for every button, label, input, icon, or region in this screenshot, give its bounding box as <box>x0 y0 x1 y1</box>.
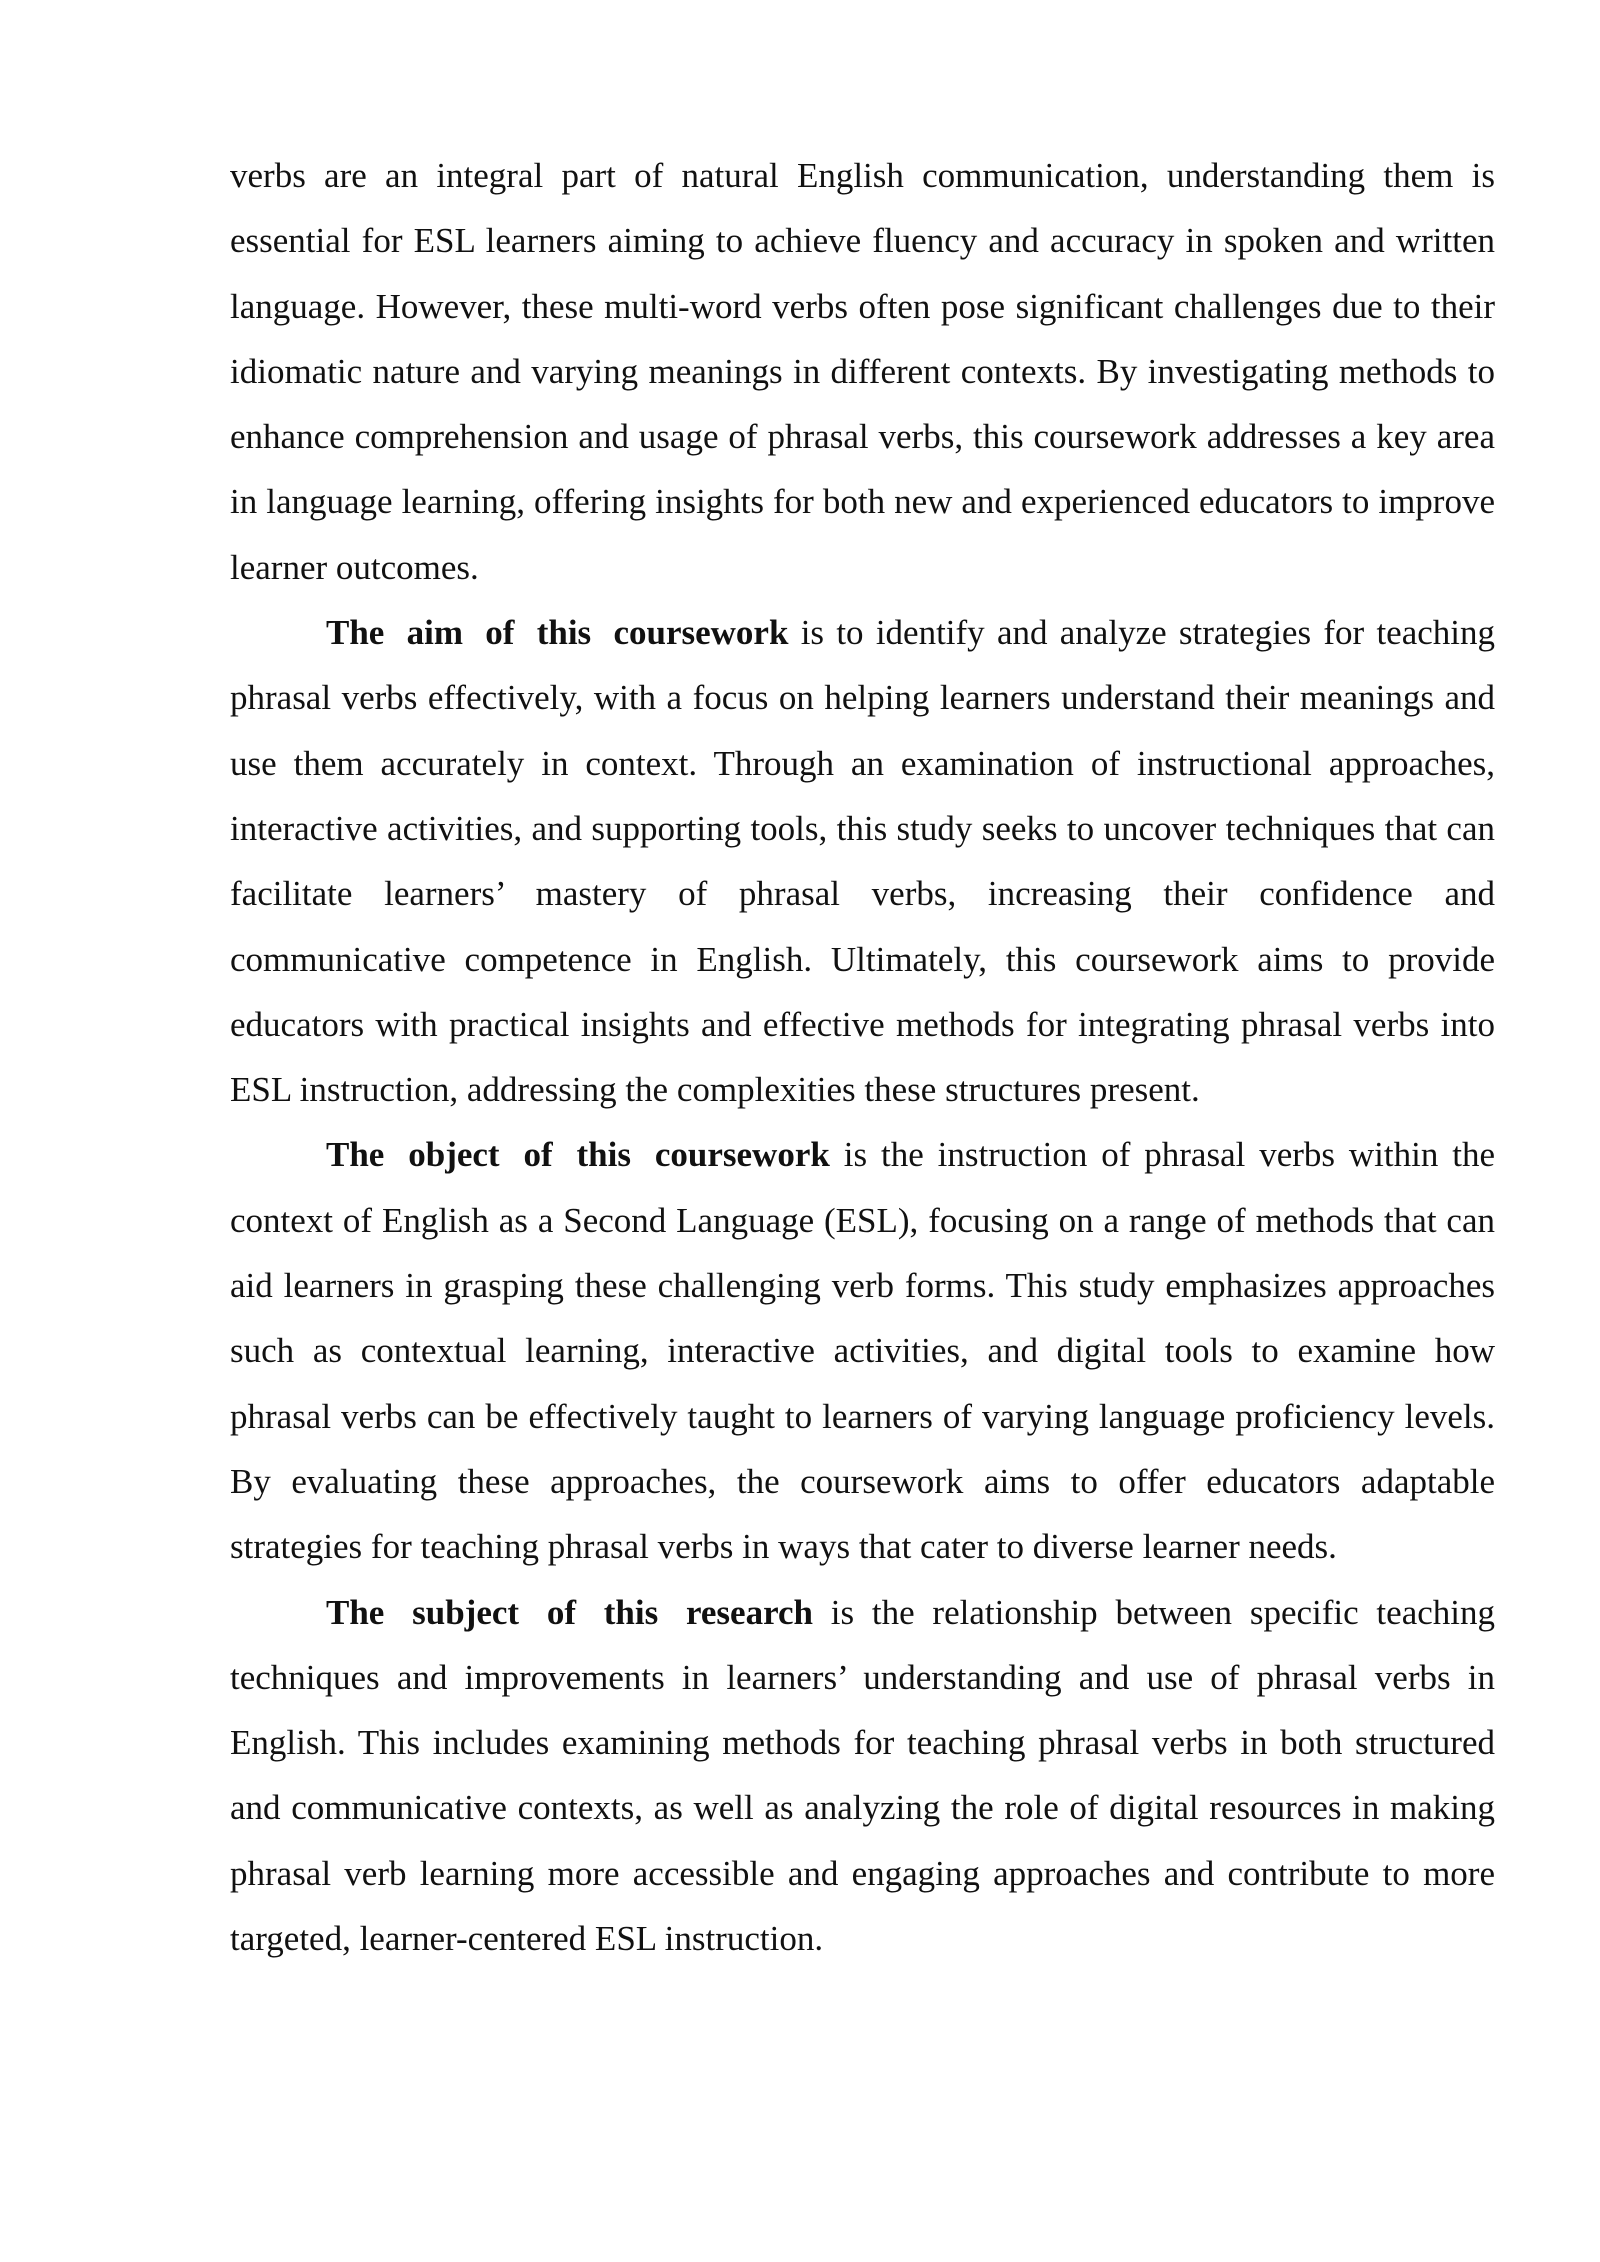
paragraph-text: is the relationship between specific teaching techniques and improvements in learners’ understanding and use of phrasal verbs in English. This includes examining methods for teaching phrasal verbs in both structured and communicative contexts, as well as analyzing the role of digital resources in making phrasal verb learning more accessible and engaging approaches and contribute to more targeted, learner-centered ESL instruction. <box>230 1592 1495 1959</box>
paragraph-aim <box>230 600 1495 1122</box>
paragraph-lead-subject: The subject of this research <box>326 1592 813 1632</box>
paragraph-object <box>230 1122 1495 1579</box>
paragraph-text: verbs are an integral part of natural English communication, understanding them is essential for ESL learners aiming to achieve fluency and accuracy in spoken and written language. However, these multi-word verbs often pose significant challenges due to their idiomatic nature and varying meanings in different contexts. By investigating methods to enhance comprehension and usage of phrasal verbs, this coursework addresses a key area in language learning, offering insights for both new and experienced educators to improve learner outcomes. <box>230 156 1495 587</box>
paragraph-subject <box>230 1580 1495 1972</box>
paragraph-lead-object: The object of this coursework <box>326 1135 830 1175</box>
paragraph-lead-aim: The aim of this coursework <box>326 613 789 653</box>
document-page <box>230 143 1495 1971</box>
paragraph-text: is the instruction of phrasal verbs within the context of English as a Second Language (ESL), focusing on a range of methods that can aid learners in grasping these challenging verb forms. This study emphasizes approaches such as contextual learning, interactive activities, and digital tools to examine how phrasal verbs can be effectively taught to learners of varying language proficiency levels. By evaluating these approaches, the coursework aims to offer educators adaptable strategies for teaching phrasal verbs in ways that cater to diverse learner needs. <box>230 1135 1496 1567</box>
paragraph-text: is to identify and analyze strategies for teaching phrasal verbs effectively, with a focus on helping learners understand their meanings and use them accurately in context. Through an examination of instructional approaches, interactive activities, and supporting tools, this study seeks to uncover techniques that can facilitate learners’ mastery of phrasal verbs, increasing their confidence and communicative competence in English. Ultimately, this coursework aims to provide educators with practical insights and effective methods for integrating phrasal verbs into ESL instruction, addressing the complexities these structures present. <box>230 613 1495 1110</box>
paragraph-intro-continuation <box>230 143 1495 600</box>
